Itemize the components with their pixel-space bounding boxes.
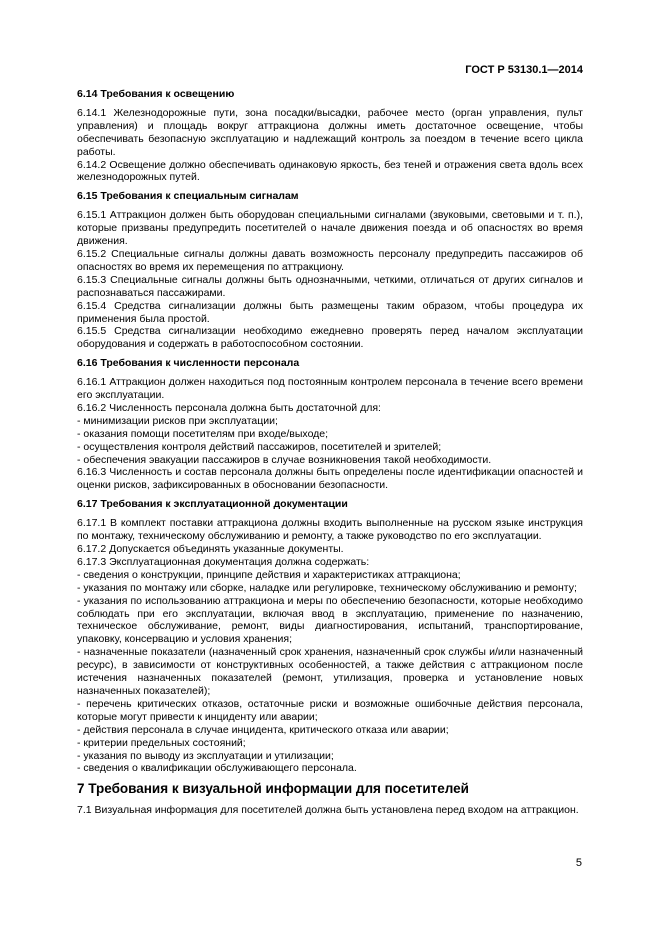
paragraph: 7.1 Визуальная информация для посетителей должна быть установлена перед входом на аттракцион.	[77, 804, 579, 817]
paragraph: 6.15.2 Специальные сигналы должны давать возможность персоналу предупредить пассажиров об опасностях во время их перемещения по аттракциону.	[77, 247, 583, 273]
paragraph: 6.15.1 Аттракцион должен быть оборудован специальными сигналами (звуковыми, световыми и т. п.), которые призваны предупредить посетителей о начале движения поезда и об опасностях во время движения.	[77, 209, 583, 248]
list-item: - оказания помощи посетителям при входе/выходе;	[77, 427, 329, 440]
list-item: - указания по монтажу или сборке, наладке или регулировке, техническому обслуживанию и ремонту;	[77, 581, 577, 594]
list-item: - критерии предельных состояний;	[77, 736, 246, 749]
paragraph: 6.17.3 Эксплуатационная документация должна содержать:	[77, 555, 370, 568]
section-6-15	[77, 190, 583, 351]
paragraph: 6.14.1 Железнодорожные пути, зона посадки/высадки, рабочее место (орган управления, пульт управления) и площадь вокруг аттракциона должны иметь достаточное освещение, чтобы обеспечивать безопасную эксплуатацию и надлежащий контроль за поездом в течение всего цикла работы.	[77, 106, 583, 158]
paragraph: 6.15.3 Специальные сигналы должны быть однозначными, четкими, отличаться от других сигналов и распознаваться пассажирами.	[77, 273, 583, 299]
paragraph: 6.16.3 Численность и состав персонала должны быть определены после идентификации опасностей и оценки рисков, зафиксированных в обосновании безопасности.	[77, 466, 583, 492]
document-body	[77, 88, 583, 817]
section-title: 6.14 Требования к освещению	[77, 88, 235, 100]
chapter-7	[77, 783, 583, 817]
list-item: - перечень критических отказов, остаточные риски и возможные ошибочные действия персонала, которые могут привести к инциденту или аварии;	[77, 697, 583, 723]
document-id-header: ГОСТ Р 53130.1—2014	[465, 64, 583, 76]
paragraph: 6.15.4 Средства сигнализации должны быть размещены таким образом, чтобы процедура их применения была простой.	[77, 299, 583, 325]
paragraph: 6.17.2 Допускается объединять указанные документы.	[77, 543, 344, 555]
page-number: 5	[575, 857, 582, 869]
section-6-16	[77, 357, 583, 492]
chapter-title: 7 Требования к визуальной информации для посетителей	[77, 781, 469, 797]
list-item: - сведения о квалификации обслуживающего персонала.	[77, 762, 357, 775]
list-item: - назначенные показатели (назначенный срок хранения, назначенный срок службы и/или назначенный ресурс), в зависимости от конструктивных особенностей, а также действия с аттракционом после истечения назначенных показателей (ремонт, утилизация, проверка и установление новых назначенных показателей);	[77, 646, 583, 697]
section-title: 6.17 Требования к эксплуатационной документации	[77, 498, 348, 511]
paragraph: 6.17.1 В комплект поставки аттракциона должны входить выполненные на русском языке инструкция по монтажу, техническому обслуживанию и ремонту, а также руководство по его эксплуатации.	[77, 517, 583, 543]
section-title: 6.16 Требования к численности персонала	[77, 357, 300, 370]
list-item: - обеспечения эвакуации пассажиров в случае возникновения такой необходимости.	[77, 453, 492, 466]
paragraph: 6.14.2 Освещение должно обеспечивать одинаковую яркость, без теней и отражения света вдоль всех железнодорожных путей.	[77, 158, 583, 184]
paragraph: 6.16.2 Численность персонала должна быть достаточной для:	[77, 401, 381, 414]
paragraph: 6.16.1 Аттракцион должен находиться под постоянным контролем персонала в течение всего времени его эксплуатации.	[77, 376, 583, 402]
section-6-14	[77, 88, 583, 184]
section-title: 6.15 Требования к специальным сигналам	[77, 190, 299, 203]
list-item: - указания по выводу из эксплуатации и утилизации;	[77, 749, 334, 762]
list-item: - осуществления контроля действий пассажиров, посетителей и зрителей;	[77, 440, 442, 453]
paragraph: 6.15.5 Средства сигнализации необходимо ежедневно проверять перед началом эксплуатации оборудования и содержать в работоспособном состоянии.	[77, 325, 583, 351]
list-item: - действия персонала в случае инцидента, критического отказа или аварии;	[77, 723, 449, 736]
section-6-17	[77, 498, 583, 775]
list-item: - указания по использованию аттракциона и меры по обеспечению безопасности, которые необходимо соблюдать при его эксплуатации, включая ввод в эксплуатацию, применение по назначению, техническое обслуживание, ремонт, виды диагностирования, испытаний, транспортирование, упаковку, консервацию и условия хранения;	[77, 594, 583, 646]
list-item: - сведения о конструкции, принципе действия и характеристиках аттракциона;	[77, 568, 461, 581]
list-item: - минимизации рисков при эксплуатации;	[77, 414, 278, 427]
